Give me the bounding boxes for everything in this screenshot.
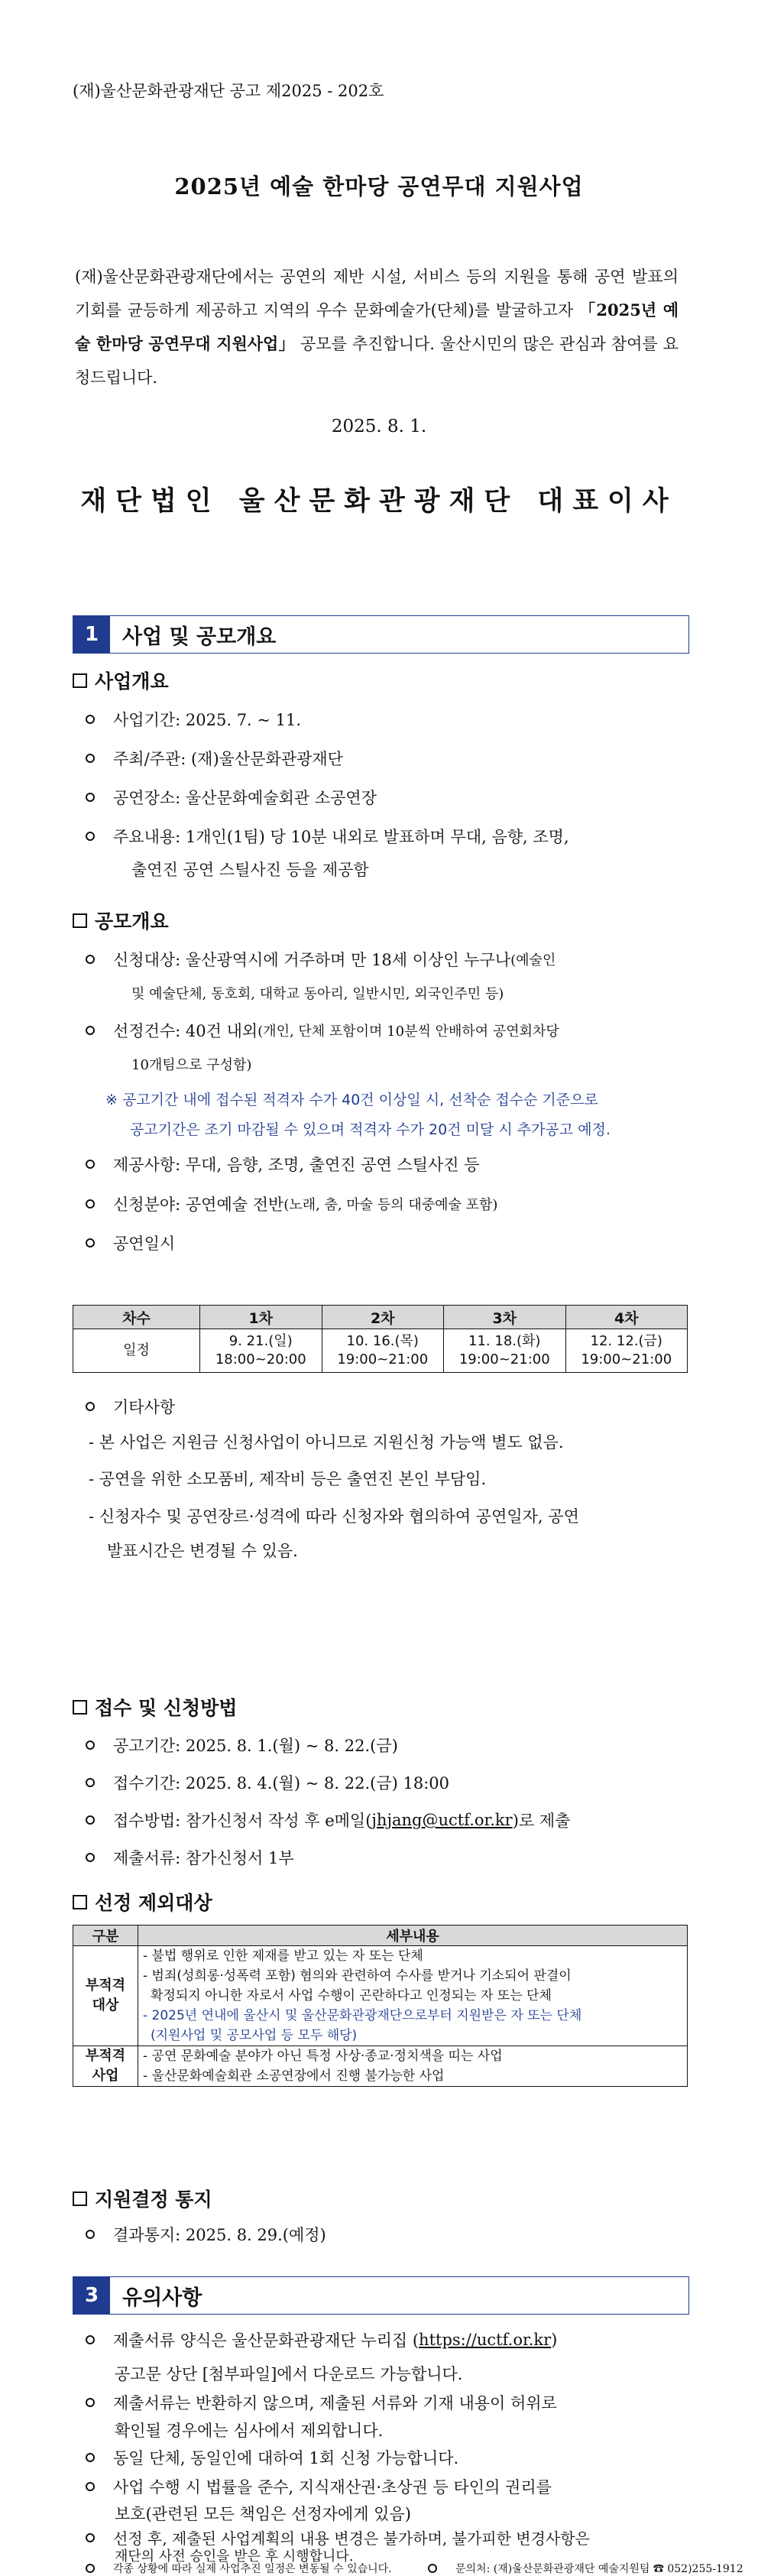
circle-bullet-icon — [86, 1402, 95, 1411]
apply-title: 접수 및 신청방법 — [95, 1697, 238, 1719]
field-item — [86, 1192, 497, 1215]
target-continuation: 및 예술단체, 동호회, 대학교 동아리, 일반시민, 외국인주민 등) — [131, 986, 504, 1002]
caution-continuation: 보호(관련된 모든 책임은 선정자에게 있음) — [115, 2505, 411, 2523]
caution-text: 사업 수행 시 법률을 준수, 지식재산권·초상권 등 타인의 권리를 — [113, 2478, 552, 2497]
website-link[interactable]: https://uctf.or.kr — [419, 2331, 552, 2349]
circle-bullet-icon — [86, 1026, 95, 1035]
support-item — [86, 1153, 480, 1176]
announcement-date: 2025. 8. 1. — [331, 417, 427, 436]
exclusion-header-cell: 세부내용 — [138, 1926, 688, 1946]
section3-title: 유의사항 — [122, 2286, 202, 2310]
schedule-cell — [565, 1329, 688, 1373]
caution-continuation: 공고문 상단 [첨부파일]에서 다운로드 가능합니다. — [115, 2365, 463, 2383]
result-heading — [73, 2185, 212, 2212]
intro-text-2: 공모를 추진합니다. 울산시민의 많은 관심과 참여를 요청드립니다. — [75, 335, 679, 387]
exclusion-line: 확정되지 아니한 자로서 사업 수행이 곤란하다고 인정되는 자 또는 단체 — [151, 1988, 552, 2003]
etc-line: - 공연을 위한 소모품비, 제작비 등은 출연진 본인 부담임. — [89, 1470, 487, 1488]
recruit-heading — [73, 907, 169, 934]
exclusion-line: - 2025년 연내에 울산시 및 울산문화관광재단으로부터 지원받은 자 또는 단체 — [143, 2008, 582, 2023]
schedule-time: 18:00~20:00 — [215, 1351, 306, 1367]
etc-continuation: 발표시간은 변경될 수 있음. — [107, 1542, 298, 1560]
schedule-date: 10. 16.(목) — [346, 1333, 419, 1349]
section1-title: 사업 및 공모개요 — [122, 625, 277, 649]
receipt-period-text: 접수기간: 2025. 8. 4.(월) ~ 8. 22.(금) 18:00 — [113, 1774, 450, 1792]
overview-item — [86, 747, 343, 770]
exclusion-label — [73, 2046, 138, 2087]
section1-number: 1 — [73, 616, 110, 653]
notice-period-text: 공고기간: 2025. 8. 1.(월) ~ 8. 22.(금) — [113, 1737, 398, 1755]
exclusion-header-row — [73, 1926, 688, 1946]
apply-item — [86, 1809, 570, 1831]
apply-heading — [73, 1693, 237, 1721]
caution-item — [86, 2446, 458, 2469]
overview-item-text: 공연장소: 울산문화예술회관 소공연장 — [113, 789, 377, 807]
intro-text-bold: 「2025년 예술 한마당 공연무대 지원사업」 — [75, 300, 679, 353]
circle-bullet-icon — [86, 1778, 95, 1787]
exclusion-label-line: 부적격 — [85, 2048, 126, 2064]
result-text: 결과통지: 2025. 8. 29.(예정) — [113, 2226, 326, 2244]
exclusion-label-line: 부적격 — [85, 1977, 126, 1994]
exclusion-line: - 범죄(성희롱·성폭력 포함) 혐의와 관련하여 수사를 받거나 기소되어 판결이 — [143, 1968, 572, 1984]
method-text: 접수방법: 참가신청서 작성 후 e메일( — [113, 1812, 372, 1830]
schedule-item — [86, 1231, 175, 1254]
note-line: 공고기간은 조기 마감될 수 있으며 적격자 수가 20건 미달 시 추가공고 예정. — [130, 1121, 611, 1138]
apply-item — [86, 1846, 294, 1869]
etc-line: - 신청자수 및 공연장르·성격에 따라 신청자와 협의하여 공연일자, 공연 — [89, 1507, 579, 1526]
etc-item — [86, 1395, 175, 1418]
etc-line: - 본 사업은 지원금 신청사업이 아니므로 지원신청 가능액 별도 없음. — [89, 1433, 564, 1452]
notice-number: (재)울산문화관광재단 공고 제2025 - 202호 — [73, 82, 384, 100]
caution-text: 동일 단체, 동일인에 대하여 1회 신청 가능합니다. — [113, 2449, 459, 2467]
circle-bullet-icon — [86, 715, 95, 724]
organization-name: 재단법인 울산문화관광재단 대표이사 — [80, 485, 678, 517]
circle-bullet-icon — [86, 1199, 95, 1209]
count-text-small: (개인, 단체 포함이며 10분씩 안배하여 공연회차당 — [258, 1024, 559, 1040]
exclusion-details — [138, 1946, 688, 2046]
caution-continuation: 확인될 경우에는 심사에서 제외합니다. — [115, 2422, 384, 2440]
method-text-end: )로 제출 — [512, 1812, 571, 1830]
recruit-title: 공모개요 — [95, 910, 169, 933]
note-line: ※ 공고기간 내에 접수된 적격자 수가 40건 이상일 시, 선착순 접수순 기준으로 — [105, 1092, 598, 1108]
circle-bullet-icon — [86, 1160, 95, 1169]
schedule-date: 9. 21.(일) — [228, 1333, 293, 1349]
target-text-small: (예술인 — [510, 952, 556, 968]
overview-item — [86, 825, 569, 848]
circle-bullet-icon — [86, 2230, 95, 2239]
circle-bullet-icon — [86, 793, 95, 802]
email-link[interactable]: jhjang@uctf.or.kr — [371, 1811, 513, 1829]
exclusion-table — [73, 1925, 688, 2087]
caution-item — [86, 2561, 392, 2576]
schedule-header-cell: 1차 — [200, 1306, 322, 1329]
schedule-row-label: 일정 — [73, 1329, 200, 1373]
support-text: 제공사항: 무대, 음향, 조명, 출연진 공연 스틸사진 등 — [113, 1156, 480, 1174]
section1-header — [73, 615, 689, 654]
apply-item — [86, 1771, 449, 1794]
target-text: 신청대상: 울산광역시에 거주하며 만 18세 이상인 누구나 — [113, 951, 511, 969]
field-text: 신청분야: 공연예술 전반 — [113, 1196, 284, 1214]
exclusion-row — [73, 1946, 688, 2046]
overview-item-text: 사업기간: 2025. 7. ~ 11. — [113, 711, 302, 729]
section3-header — [73, 2276, 689, 2315]
circle-bullet-icon — [86, 2533, 95, 2542]
schedule-cell — [200, 1329, 322, 1373]
overview-item-continuation: 출연진 공연 스틸사진 등을 제공함 — [131, 861, 369, 879]
circle-bullet-icon — [86, 2398, 95, 2407]
overview-title: 사업개요 — [95, 670, 169, 693]
intro-text-1: (재)울산문화관광재단에서는 공연의 제반 시설, 서비스 등의 지원을 통해 공연 발표의 기회를 균등하게 제공하고 지역의 우수 문화예술가(단체)를 발굴하고자 — [75, 268, 679, 320]
exclusion-header-cell: 구분 — [73, 1926, 138, 1946]
exclusion-heading — [73, 1888, 212, 1916]
circle-bullet-icon — [86, 1853, 95, 1862]
circle-bullet-icon — [86, 2482, 95, 2491]
circle-bullet-icon — [86, 2453, 95, 2462]
schedule-header-cell: 2차 — [322, 1306, 444, 1329]
exclusion-label-line: 대상 — [92, 1997, 119, 2013]
caution-text: 각종 상황에 따라 실제 사업추진 일정은 변동될 수 있습니다. — [113, 2563, 392, 2575]
caution-text: 제출서류는 반환하지 않으며, 제출된 서류와 기재 내용이 허위로 — [113, 2394, 557, 2412]
caution-item — [86, 2391, 557, 2414]
exclusion-line: - 불법 행위로 인한 제재를 받고 있는 자 또는 단체 — [143, 1948, 423, 1964]
schedule-table — [73, 1305, 688, 1373]
caution-item — [86, 2475, 552, 2498]
overview-heading — [73, 667, 169, 694]
exclusion-row — [73, 2046, 688, 2087]
schedule-time: 19:00~21:00 — [458, 1351, 550, 1367]
apply-item — [86, 1734, 398, 1757]
count-item — [86, 1019, 559, 1042]
circle-bullet-icon — [86, 1741, 95, 1750]
target-item — [86, 948, 556, 971]
intro-paragraph — [75, 260, 679, 394]
count-continuation: 10개팀으로 구성함) — [131, 1057, 252, 1073]
square-bullet-icon — [73, 913, 87, 928]
overview-item — [86, 708, 301, 731]
square-bullet-icon — [73, 673, 87, 688]
schedule-row — [73, 1329, 688, 1373]
documents-text: 제출서류: 참가신청서 1부 — [113, 1849, 294, 1867]
square-bullet-icon — [73, 1895, 87, 1909]
schedule-header-row — [73, 1306, 688, 1329]
overview-item-text: 주최/주관: (재)울산문화관광재단 — [113, 750, 343, 768]
exclusion-label — [73, 1946, 138, 2046]
overview-item-text: 주요내용: 1개인(1팀) 당 10분 내외로 발표하며 무대, 음향, 조명, — [113, 828, 569, 846]
schedule-header-cell: 3차 — [444, 1306, 566, 1329]
schedule-label: 공연일시 — [113, 1234, 176, 1253]
schedule-header-cell: 차수 — [73, 1306, 200, 1329]
circle-bullet-icon — [86, 2335, 95, 2344]
circle-bullet-icon — [86, 1238, 95, 1247]
circle-bullet-icon — [86, 1815, 95, 1825]
result-title: 지원결정 통지 — [95, 2188, 212, 2211]
exclusion-line: - 울산문화예술회관 소공연장에서 진행 불가능한 사업 — [143, 2068, 445, 2084]
schedule-date: 11. 18.(화) — [468, 1333, 541, 1349]
circle-bullet-icon — [86, 754, 95, 763]
page-title: 2025년 예술 한마당 공연무대 지원사업 — [174, 174, 584, 200]
schedule-time: 19:00~21:00 — [337, 1351, 429, 1367]
exclusion-line: - 공연 문화예술 분야가 아닌 특정 사상·종교·정치색을 띠는 사업 — [143, 2049, 503, 2064]
section3-number: 3 — [73, 2277, 110, 2314]
exclusion-details — [138, 2046, 688, 2087]
caution-item — [86, 2328, 557, 2351]
field-text-small: (노래, 춤, 마술 등의 대중예술 포함) — [283, 1197, 498, 1213]
caution-text-end: ) — [551, 2331, 558, 2349]
circle-bullet-icon — [86, 955, 95, 964]
circle-bullet-icon — [428, 2564, 437, 2573]
schedule-time: 19:00~21:00 — [581, 1351, 672, 1367]
contact-text: 문의처: (재)울산문화관광재단 예술지원팀 ☎ 052)255-1912 — [455, 2563, 743, 2575]
etc-label: 기타사항 — [113, 1398, 176, 1416]
caution-item — [428, 2561, 743, 2576]
exclusion-line: (지원사업 및 공모사업 등 모두 해당) — [151, 2028, 358, 2043]
count-text: 선정건수: 40건 내외 — [113, 1022, 258, 1040]
square-bullet-icon — [73, 1700, 87, 1715]
circle-bullet-icon — [86, 2564, 95, 2573]
schedule-header-cell: 4차 — [565, 1306, 688, 1329]
schedule-cell — [322, 1329, 444, 1373]
caution-text: 선정 후, 제출된 사업계획의 내용 변경은 불가하며, 불가피한 변경사항은 — [113, 2529, 590, 2548]
schedule-date: 12. 12.(금) — [590, 1333, 662, 1349]
caution-continuation: 재단의 사전 승인을 받은 후 시행합니다. — [115, 2548, 354, 2565]
caution-text: 제출서류 양식은 울산문화관광재단 누리집 ( — [113, 2331, 419, 2350]
circle-bullet-icon — [86, 832, 95, 841]
exclusion-label-line: 사업 — [92, 2068, 119, 2084]
schedule-cell — [444, 1329, 566, 1373]
overview-item — [86, 786, 377, 809]
exclusion-title: 선정 제외대상 — [95, 1892, 212, 1914]
result-item — [86, 2223, 326, 2246]
square-bullet-icon — [73, 2192, 87, 2206]
